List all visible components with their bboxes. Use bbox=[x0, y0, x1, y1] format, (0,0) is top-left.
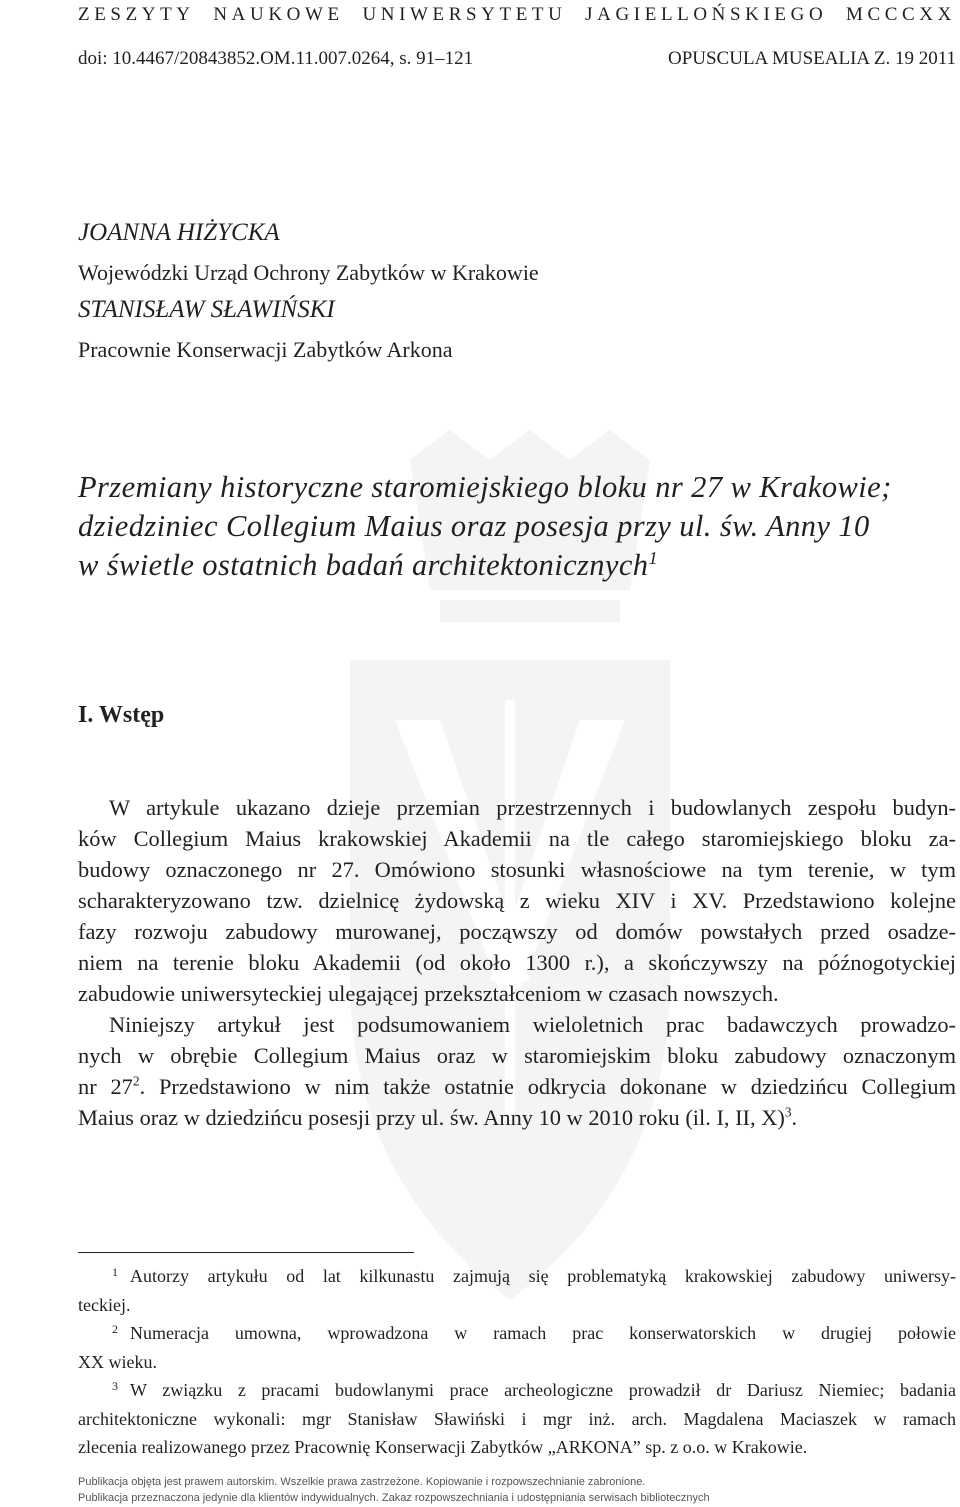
text-line: scharakteryzowano tzw. dzielnicę żydowską z wieku XIV i XV. Przedstawiono kolejne bbox=[78, 888, 956, 913]
distribution-notice: Publikacja przeznaczona jedynie dla klientów indywidualnych. Zakaz rozpowszechniania i udostępniania serwisach bibliotecznych bbox=[78, 1492, 710, 1504]
footnote-ref[interactable]: 3 bbox=[784, 1104, 792, 1120]
author-name: STANISŁAW SŁAWIŃSKI bbox=[78, 296, 335, 323]
author-name: JOANNA HIŻYCKA bbox=[78, 219, 280, 246]
footnote-line: architektoniczne wykonali: mgr Stanisław Sławiński i mgr inż. arch. Magdalena Maciaszek w ramach bbox=[78, 1408, 956, 1429]
journal-issue: OPUSCULA MUSEALIA Z. 19 2011 bbox=[667, 48, 956, 69]
footnote-number: 2 bbox=[112, 1322, 118, 1336]
footnote-line: XX wieku. bbox=[78, 1351, 157, 1372]
footnote-line: zlecenia realizowanego przez Pracownię Konserwacji Zabytków „ARKONA” sp. z o.o. w Krakowie. bbox=[78, 1437, 808, 1457]
footnote-text: W związku z pracami budowlanymi prace archeologiczne prowadził dr Dariusz Niemiec; badania bbox=[130, 1380, 956, 1400]
footnote-line: teckiej. bbox=[78, 1294, 131, 1315]
author-affiliation: Pracownie Konserwacji Zabytków Arkona bbox=[78, 337, 453, 362]
footnote-line bbox=[78, 1319, 956, 1348]
text-fragment: . Przedstawiono w nim także ostatnie odkrycia dokonane w dziedzińcu Collegium bbox=[139, 1074, 957, 1099]
footnotes bbox=[78, 1262, 956, 1462]
doi: doi: 10.4467/20843852.OM.11.007.0264, s. 91–121 bbox=[78, 48, 474, 69]
title-line bbox=[78, 546, 956, 585]
footnote-number: 1 bbox=[112, 1265, 118, 1279]
series-header bbox=[78, 4, 956, 26]
footnote-text: Autorzy artykułu od lat kilkunastu zajmują się problematyką krakowskiej zabudowy uniwersy- bbox=[130, 1266, 956, 1286]
title-line: Przemiany historyczne staromiejskiego bloku nr 27 w Krakowie; bbox=[78, 470, 892, 504]
series-word: MCCCXX bbox=[845, 4, 956, 25]
copyright-notice: Publikacja objęta jest prawem autorskim. Wszelkie prawa zastrzeżone. Kopiowanie i rozpowszechnianie zabronione. bbox=[78, 1476, 646, 1488]
text-fragment: Maius oraz w dziedzińcu posesji przy ul. św. Anny 10 w 2010 roku (il. I, II, X) bbox=[78, 1105, 785, 1130]
footnote-ref[interactable]: 1 bbox=[648, 547, 659, 568]
article-title bbox=[78, 468, 956, 585]
series-word: NAUKOWE bbox=[213, 4, 344, 25]
footnote-line bbox=[78, 1376, 956, 1405]
text-line bbox=[78, 1071, 956, 1102]
text-line: budowy oznaczonego nr 27. Omówiono stosunki własnościowe na tym terenie, w tym bbox=[78, 857, 956, 882]
title-line: dziedziniec Collegium Maius oraz posesja przy ul. św. Anny 10 bbox=[78, 509, 870, 543]
series-word: UNIWERSYTETU bbox=[362, 4, 567, 25]
text-fragment: . bbox=[791, 1105, 798, 1130]
text-line: W artykule ukazano dzieje przemian przestrzennych i budowlanych zespołu budyn- bbox=[109, 795, 956, 820]
series-word: JAGIELLOŃSKIEGO bbox=[585, 4, 828, 25]
footnote-divider bbox=[78, 1252, 414, 1253]
text-line: fazy rozwoju zabudowy murowanej, począwszy od domów powstałych przed osadze- bbox=[78, 919, 956, 944]
footnote-text: Numeracja umowna, wprowadzona w ramach prac konserwatorskich w drugiej połowie bbox=[130, 1323, 956, 1343]
text-line: niem na terenie bloku Akademii (od około 1300 r.), a skończywszy na późnogotyckiej bbox=[78, 950, 956, 975]
text-line: Niniejszy artykuł jest podsumowaniem wieloletnich prac badawczych prowadzo- bbox=[109, 1012, 956, 1037]
doi-row bbox=[78, 48, 956, 70]
series-word: ZESZYTY bbox=[78, 4, 195, 25]
footnote-number: 3 bbox=[112, 1379, 118, 1393]
footnote-line bbox=[78, 1262, 956, 1291]
text-line: ków Collegium Maius krakowskiej Akademii na tle całego staromiejskiego bloku za- bbox=[78, 826, 956, 851]
body-text bbox=[78, 792, 956, 1133]
author-affiliation: Wojewódzki Urząd Ochrony Zabytków w Krakowie bbox=[78, 260, 539, 285]
text-line bbox=[78, 1102, 956, 1133]
section-heading: I. Wstęp bbox=[78, 702, 165, 728]
text-fragment: nr 27 bbox=[78, 1074, 133, 1099]
title-line-text: w świetle ostatnich badań architektonicznych bbox=[78, 548, 649, 582]
footnote-ref[interactable]: 2 bbox=[132, 1073, 140, 1089]
article-page bbox=[78, 0, 956, 1507]
text-line: nych w obrębie Collegium Maius oraz w staromiejskim bloku zabudowy oznaczonym bbox=[78, 1043, 956, 1068]
text-line: zabudowie uniwersyteckiej ulegającej przekształceniom w czasach nowszych. bbox=[78, 981, 779, 1006]
